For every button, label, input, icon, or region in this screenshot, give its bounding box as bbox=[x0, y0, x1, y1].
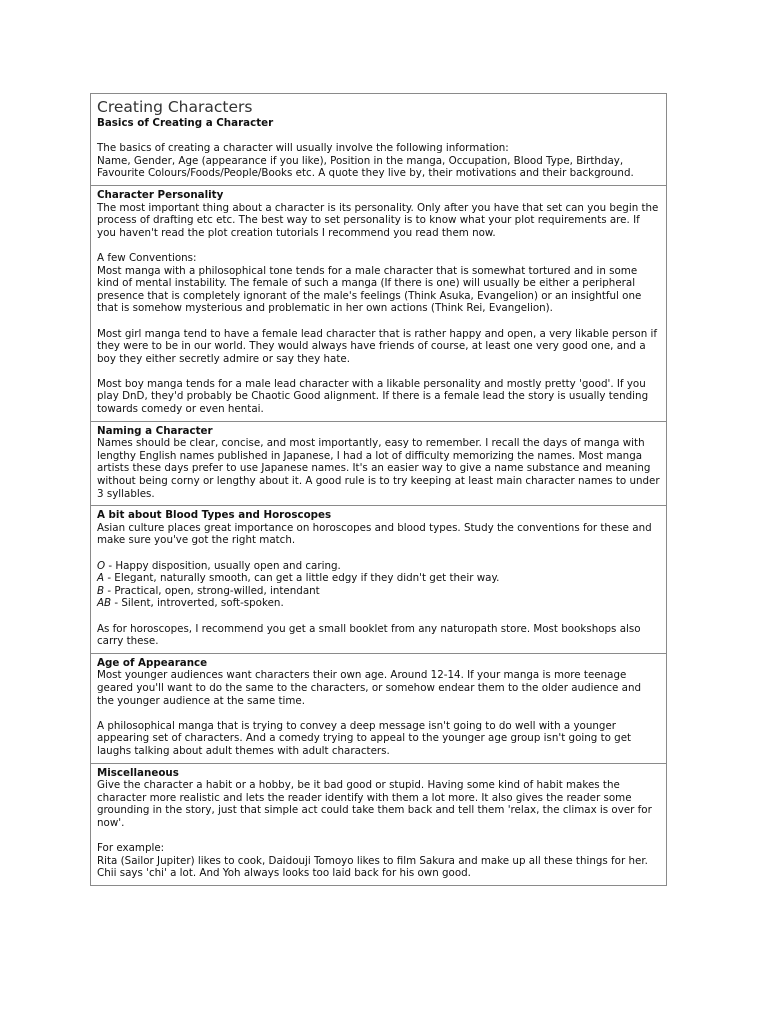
section-age-of-appearance bbox=[91, 653, 666, 763]
list-item bbox=[97, 572, 660, 585]
paragraph: As for horoscopes, I recommend you get a small booklet from any naturopath store. Most bookshops also carry these. bbox=[97, 622, 641, 648]
paragraph: Name, Gender, Age (appearance if you like), Position in the manga, Occupation, Blood Type, Birthday, Favourite Colours/Foods/People/Books etc. A quote they live by, their motivations and their background. bbox=[97, 154, 634, 180]
paragraph: Rita (Sailor Jupiter) likes to cook, Daidouji Tomoyo likes to film Sakura and make up all these things for her. Chii says 'chi' a lot. And Yoh always looks too laid back for his own good. bbox=[97, 854, 648, 880]
paragraph: The basics of creating a character will usually involve the following information: bbox=[97, 142, 509, 155]
blood-type-label: A bbox=[97, 572, 105, 585]
section-heading-personality: Character Personality bbox=[97, 188, 224, 201]
blood-type-label: O bbox=[97, 559, 106, 572]
paragraph: Asian culture places great importance on horoscopes and blood types. Study the conventions for these and make sure you've got the right match. bbox=[97, 521, 652, 547]
list-item bbox=[97, 597, 660, 610]
section-heading-miscellaneous: Miscellaneous bbox=[97, 766, 179, 779]
blood-type-label: B bbox=[97, 584, 105, 597]
section-personality bbox=[91, 185, 666, 421]
paragraph: A few Conventions: bbox=[97, 251, 197, 264]
section-heading-naming: Naming a Character bbox=[97, 424, 213, 437]
blood-type-label: AB bbox=[97, 597, 112, 610]
blood-type-description: - Practical, open, strong-willed, intendant bbox=[104, 584, 320, 597]
paragraph: A philosophical manga that is trying to convey a deep message isn't going to do well with a younger appearing set of characters. And a comedy trying to appeal to the younger age group isn't going to get laughs talking about adult themes with adult characters. bbox=[97, 719, 632, 757]
paragraph: Most younger audiences want characters their own age. Around 12-14. If your manga is more teenage geared you'll want to do the same to the characters, or somehow endear them to the older audience and the younger audience at the same time. bbox=[97, 669, 642, 707]
blood-type-description: - Silent, introverted, soft-spoken. bbox=[111, 597, 284, 610]
section-heading-basics: Basics of Creating a Character bbox=[97, 117, 274, 129]
paragraph: For example: bbox=[97, 842, 165, 855]
section-heading-age: Age of Appearance bbox=[97, 656, 208, 669]
paragraph: Most girl manga tend to have a female lead character that is rather happy and open, a very likable person if they were to be in our world. They would always have friends of course, at least one very good one, and a boy they either secretly admire or say they hate. bbox=[97, 327, 657, 365]
section-miscellaneous bbox=[91, 763, 666, 885]
blood-type-list bbox=[97, 560, 660, 610]
document-title: Creating Characters bbox=[97, 98, 253, 116]
blood-type-description: - Elegant, naturally smooth, can get a little edgy if they didn't get their way. bbox=[104, 572, 500, 585]
section-naming bbox=[91, 421, 666, 506]
blood-type-description: - Happy disposition, usually open and caring. bbox=[105, 559, 341, 572]
paragraph: Most manga with a philosophical tone tends for a male character that is somewhat tortured and in some kind of mental instability. The female of such a manga (If there is one) will usually be either a peripheral presence that is completely ignorant of the male's feelings (Think Asuka, Evangelion) or an insightful one that is somehow mysterious and problematic in her own actions (Think Rei, Evangelion). bbox=[97, 264, 642, 315]
list-item bbox=[97, 560, 660, 573]
paragraph: Give the character a habit or a hobby, be it bad good or stupid. Having some kind of habit makes the character more realistic and lets the reader identify with them a lot more. It also gives the reader some grounding in the story, just that simple act could take them back and tell them 'relax, the climax is over for now'. bbox=[97, 779, 652, 829]
paragraph: Most boy manga tends for a male lead character with a likable personality and mostly pretty 'good'. If you play DnD, they'd probably be Chaotic Good alignment. If there is a female lead the story is usually tending towards comedy or even hentai. bbox=[97, 377, 649, 416]
section-blood-types bbox=[91, 505, 666, 653]
paragraph: The most important thing about a character is its personality. Only after you have that set can you begin the process of drafting etc etc. The best way to set personality is to know what your plot requirements are. If you haven't read the plot creation tutorials I recommend you read them now. bbox=[97, 201, 659, 239]
list-item bbox=[97, 585, 660, 598]
document-page bbox=[90, 93, 667, 886]
paragraph: Names should be clear, concise, and most importantly, easy to remember. I recall the days of manga with lengthy English names published in Japanese, I had a lot of difficulty memorizing the names. Most manga artists these days prefer to use Japanese names. It's an easier way to give a name substance and meaning without being corny or lengthy about it. A good rule is to try keeping at least main character names to under 3 syllables. bbox=[97, 437, 660, 500]
section-heading-blood-types: A bit about Blood Types and Horoscopes bbox=[97, 509, 332, 522]
section-basics bbox=[91, 94, 666, 185]
